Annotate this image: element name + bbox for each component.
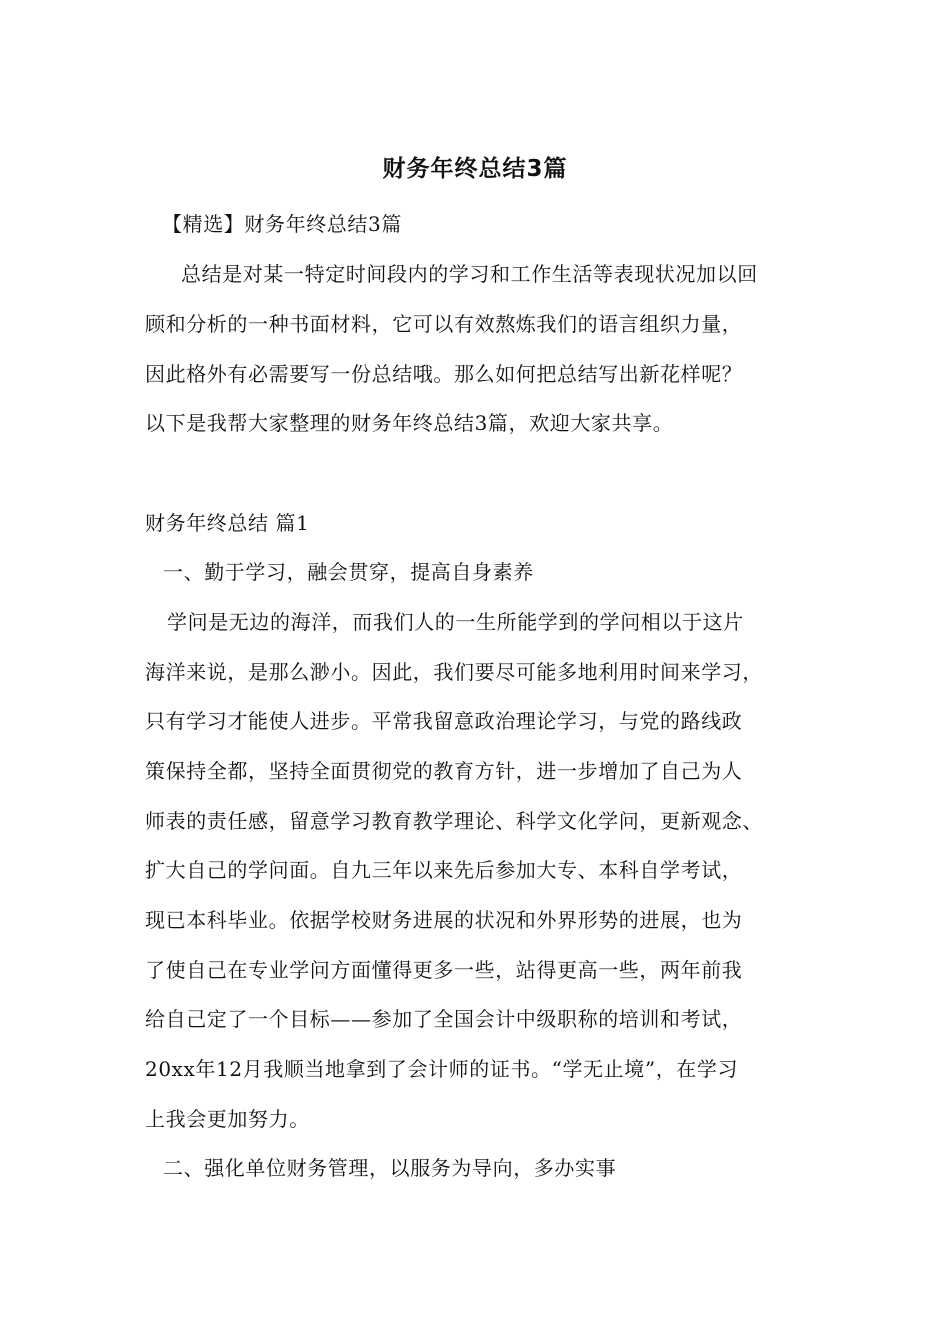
body-paragraph-line: 海洋来说，是那么渺小。因此，我们要尽可能多地利用时间来学习， [145, 660, 763, 684]
document-subtitle: 【精选】财务年终总结3篇 [162, 212, 402, 236]
intro-paragraph-line: 以下是我帮大家整理的财务年终总结3篇，欢迎大家共享。 [145, 411, 674, 435]
body-paragraph-line: 扩大自己的学问面。自九三年以来先后参加大专、本科自学考试， [145, 858, 743, 882]
body-paragraph-line: 策保持全都，坚持全面贯彻党的教育方针，进一步增加了自己为人 [145, 759, 743, 783]
intro-paragraph-line: 顾和分析的一种书面材料，它可以有效熬炼我们的语言组织力量， [145, 312, 743, 336]
point-heading: 一、勤于学习，融会贯穿，提高自身素养 [163, 560, 534, 584]
point-heading: 二、强化单位财务管理，以服务为导向，多办实事 [163, 1156, 617, 1180]
document-title: 财务年终总结3篇 [382, 156, 568, 182]
intro-paragraph-line: 总结是对某一特定时间段内的学习和工作生活等表现状况加以回 [181, 262, 758, 286]
body-paragraph-line: 给自己定了一个目标——参加了全国会计中级职称的培训和考试， [145, 1007, 743, 1031]
body-paragraph-line: 上我会更加努力。 [145, 1107, 310, 1131]
body-paragraph-line: 了使自己在专业学问方面懂得更多一些，站得更高一些，两年前我 [145, 958, 743, 982]
intro-paragraph-line: 因此格外有必需要写一份总结哦。那么如何把总结写出新花样呢？ [145, 362, 743, 386]
body-paragraph-line: 只有学习才能使人进步。平常我留意政治理论学习，与党的路线政 [145, 709, 743, 733]
section-heading: 财务年终总结 篇1 [145, 511, 310, 535]
body-paragraph-line: 20xx年12月我顺当地拿到了会计师的证书。“学无止境”，在学习 [145, 1057, 739, 1081]
body-paragraph-line: 学问是无边的海洋，而我们人的一生所能学到的学问相以于这片 [167, 610, 744, 634]
body-paragraph-line: 师表的责任感，留意学习教育教学理论、科学文化学问，更新观念、 [145, 809, 763, 833]
body-paragraph-line: 现已本科毕业。依据学校财务进展的状况和外界形势的进展，也为 [145, 908, 743, 932]
